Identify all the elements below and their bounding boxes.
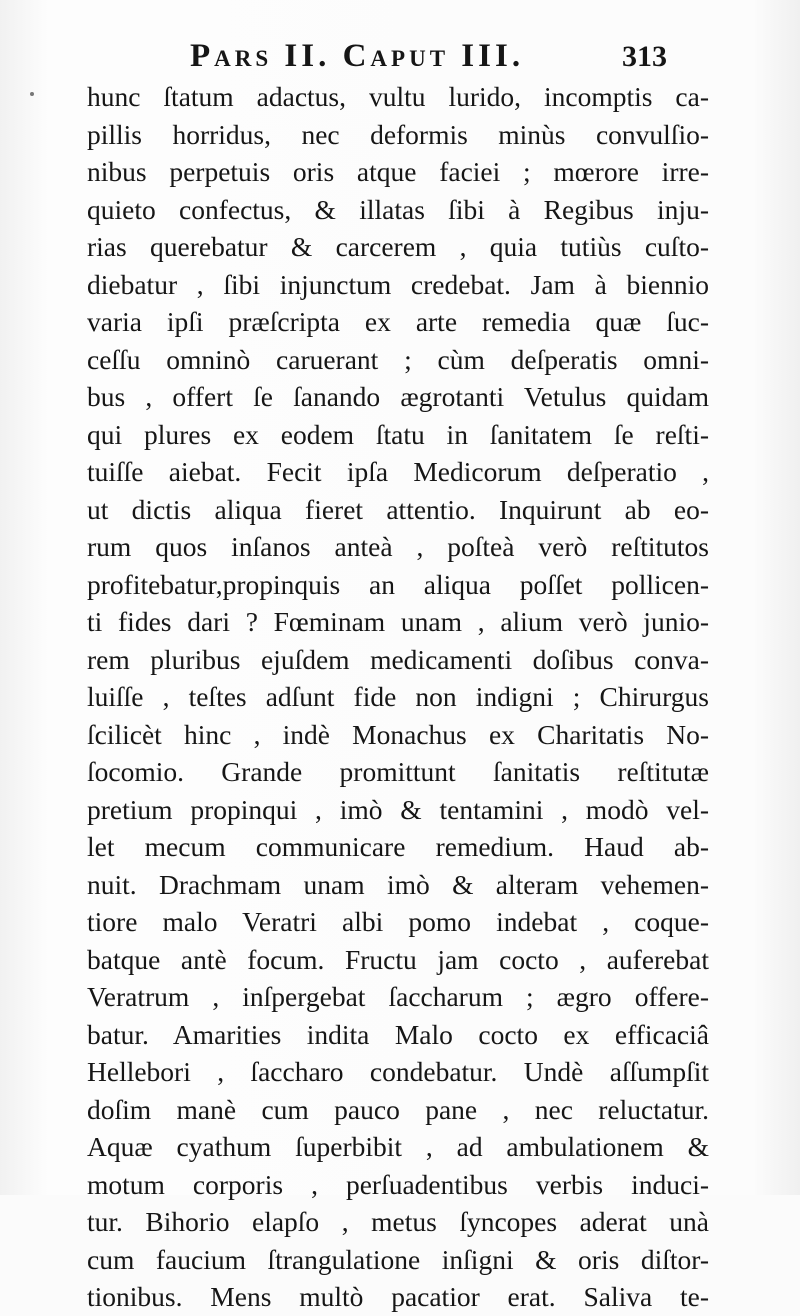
text-line: profitebatur,propinquis an aliqua poſſet pollicen- <box>87 568 709 600</box>
text-line: doſim manè cum pauco pane , nec reluctatur. <box>87 1093 709 1125</box>
text-line: batur. Amarities indita Malo cocto ex efficaciâ <box>87 1018 709 1050</box>
body-text <box>87 78 709 1316</box>
text-line: ſocomio. Grande promittunt ſanitatis reſtitutæ <box>87 756 709 787</box>
text-line: ti fides dari ? Fœminam unam , alium verò junio- <box>87 606 709 637</box>
text-line: Aquæ cyathum ſuperbibit , ad ambulationem & <box>87 1131 709 1162</box>
text-line: tiore malo Veratri albi pomo indebat , coque- <box>87 906 709 937</box>
text-line: diebatur , ſibi injunctum credebat. Jam à biennio <box>87 268 709 300</box>
text-line: motum corporis , perſuadentibus verbis induci- <box>87 1168 709 1200</box>
text-line: rum quos inſanos anteà , poſteà verò reſtitutos <box>87 531 709 562</box>
text-line: let mecum communicare remedium. Haud ab- <box>87 831 709 862</box>
text-line: luiſſe , teſtes adſunt fide non indigni ; Chirurgus <box>87 681 709 712</box>
margin-speck <box>30 92 34 96</box>
text-line: rias querebatur & carcerem , quia tutiùs cuſto- <box>87 231 709 262</box>
text-line: varia ipſi præſcripta ex arte remedia quæ ſuc- <box>87 306 709 337</box>
text-line: quieto confectus, & illatas ſibi à Regibus inju- <box>87 193 709 225</box>
text-line: tuiſſe aiebat. Fecit ipſa Medicorum deſperatio , <box>87 456 709 487</box>
text-line: cum faucium ſtrangulatione inſigni & oris diſtor- <box>87 1243 709 1275</box>
text-line: nibus perpetuis oris atque faciei ; mœrore irre- <box>87 156 709 187</box>
page-number: 313 <box>622 40 667 73</box>
text-line: tur. Bihorio elapſo , metus ſyncopes aderat unà <box>87 1206 709 1237</box>
text-line: pretium propinqui , imò & tentamini , modò vel- <box>87 793 709 825</box>
page-header <box>0 38 800 78</box>
text-line: ceſſu omninò caruerant ; cùm deſperatis omni- <box>87 343 709 375</box>
text-line: bus , offert ſe ſanando ægrotanti Vetulus quidam <box>87 381 709 412</box>
text-line: Veratrum , inſpergebat ſaccharum ; ægro offere- <box>87 981 709 1012</box>
text-line: ut dictis aliqua fieret attentio. Inquirunt ab eo- <box>87 493 709 525</box>
text-line: tionibus. Mens multò pacatior erat. Saliva te- <box>87 1281 709 1312</box>
running-title: Pars II. Caput III. <box>190 38 525 74</box>
text-line: rem pluribus ejuſdem medicamenti doſibus conva- <box>87 643 709 675</box>
text-line: nuit. Drachmam unam imò & alteram vehemen- <box>87 868 709 900</box>
text-line: hunc ſtatum adactus, vultu lurido, incomptis ca- <box>87 81 709 112</box>
text-line: qui plures ex eodem ſtatu in ſanitatem ſe reſti- <box>87 418 709 450</box>
text-line: ſcilicèt hinc , indè Monachus ex Charitatis No- <box>87 718 709 750</box>
text-line: batque antè focum. Fructu jam cocto , auferebat <box>87 943 709 975</box>
text-line: Hellebori , ſaccharo condebatur. Undè aſſumpſit <box>87 1056 709 1087</box>
text-line: pillis horridus, nec deformis minùs convulſio- <box>87 118 709 150</box>
